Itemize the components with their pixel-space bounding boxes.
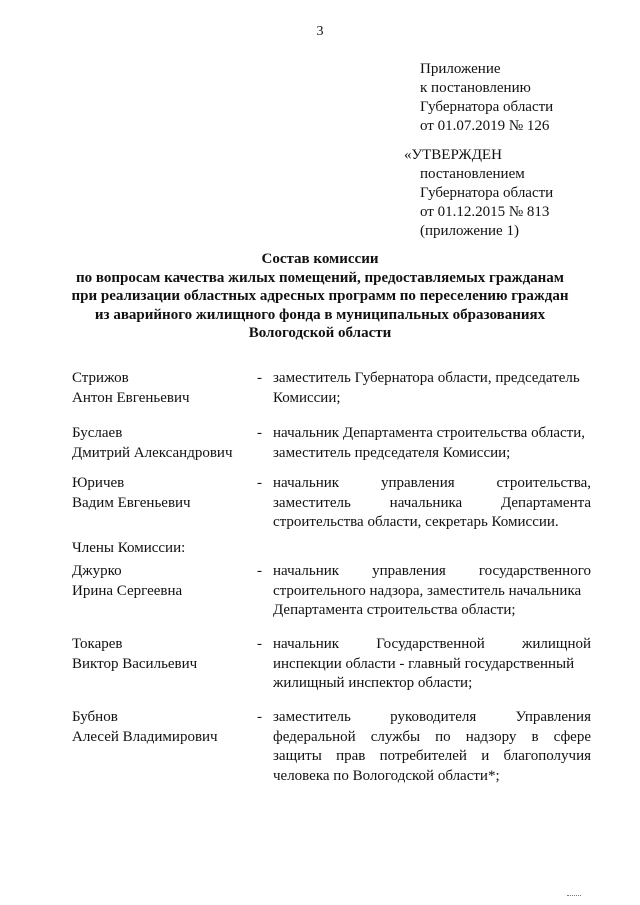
- role-line: инспекции области - главный государственный: [273, 655, 575, 672]
- member-given-name: Вадим Евгеньевич: [72, 494, 191, 511]
- member-name: [72, 562, 252, 601]
- role-line: федеральной службы по надзору в сфере: [273, 728, 591, 745]
- member-role: [273, 424, 591, 463]
- member-name: [72, 424, 252, 463]
- approval-line: постановлением: [420, 166, 525, 182]
- appendix-block: [420, 60, 553, 136]
- member-dash: -: [257, 636, 262, 652]
- document-title: [40, 250, 600, 343]
- member-role: [273, 474, 591, 533]
- member-surname: Джурко: [72, 563, 122, 579]
- member-name: [72, 369, 252, 408]
- member-role: [273, 369, 591, 408]
- role-line: защиты прав потребителей и благополучия: [273, 748, 591, 764]
- approval-line: «УТВЕРЖДЕН: [404, 147, 502, 163]
- member-surname: Бубнов: [72, 709, 118, 725]
- members-label: Члены Комиссии:: [72, 540, 186, 556]
- role-line: начальник управления государственного: [273, 563, 591, 579]
- role-line: начальник Государственной жилищной: [273, 636, 591, 652]
- appendix-line: от 01.07.2019 № 126: [420, 118, 550, 134]
- member-role: [273, 708, 591, 786]
- role-line: строительства области, секретарь Комиссии.: [273, 514, 559, 530]
- appendix-line: Приложение: [420, 61, 501, 77]
- member-given-name: Виктор Васильевич: [72, 655, 198, 672]
- member-surname: Токарев: [72, 636, 123, 652]
- role-line: Комиссии;: [273, 389, 341, 406]
- title-line: по вопросам качества жилых помещений, предоставляемых гражданам: [75, 269, 565, 286]
- member-surname: Стрижов: [72, 370, 129, 386]
- role-line: заместитель руководителя Управления: [273, 709, 591, 725]
- member-dash: -: [257, 425, 262, 441]
- appendix-line: Губернатора области: [420, 99, 554, 115]
- scan-artifact: [567, 895, 581, 897]
- role-line: заместитель Губернатора области, председатель: [273, 370, 580, 386]
- member-dash: -: [257, 475, 262, 491]
- appendix-line: к постановлению: [420, 80, 531, 96]
- title-line: из аварийного жилищного фонда в муниципальных образованиях: [94, 306, 546, 323]
- approval-line: Губернатора области: [420, 185, 554, 201]
- member-given-name: Алесей Владимирович: [72, 728, 218, 745]
- member-name: [72, 474, 252, 513]
- member-dash: -: [257, 370, 262, 386]
- member-given-name: Антон Евгеньевич: [72, 389, 190, 406]
- member-name: [72, 635, 252, 674]
- role-line: строительного надзора, заместитель начальника: [273, 582, 582, 599]
- member-role: [273, 635, 591, 694]
- member-surname: Юричев: [72, 475, 125, 491]
- approval-line: (приложение 1): [420, 223, 519, 239]
- title-line: Состав комиссии: [261, 251, 379, 267]
- title-line: Вологодской области: [248, 325, 392, 341]
- approval-block: [404, 146, 553, 241]
- member-given-name: Дмитрий Александрович: [72, 444, 233, 461]
- role-line: начальник Департамента строительства области,: [273, 425, 585, 441]
- role-line: жилищный инспектор области;: [273, 675, 473, 691]
- member-name: [72, 708, 252, 747]
- member-role: [273, 562, 591, 621]
- role-line: Департамента строительства области;: [273, 602, 516, 618]
- role-line: заместитель начальника Департамента: [273, 494, 591, 511]
- member-surname: Буслаев: [72, 425, 123, 441]
- title-line: при реализации областных адресных программ по переселению граждан: [71, 288, 569, 304]
- approval-line: от 01.12.2015 № 813: [420, 204, 550, 220]
- member-dash: -: [257, 709, 262, 725]
- role-line: человека по Вологодской области*;: [273, 767, 500, 784]
- role-line: заместитель председателя Комиссии;: [273, 444, 511, 461]
- role-line: начальник управления строительства,: [273, 475, 591, 491]
- page-number: 3: [316, 24, 324, 39]
- member-given-name: Ирина Сергеевна: [72, 582, 183, 599]
- member-dash: -: [257, 563, 262, 579]
